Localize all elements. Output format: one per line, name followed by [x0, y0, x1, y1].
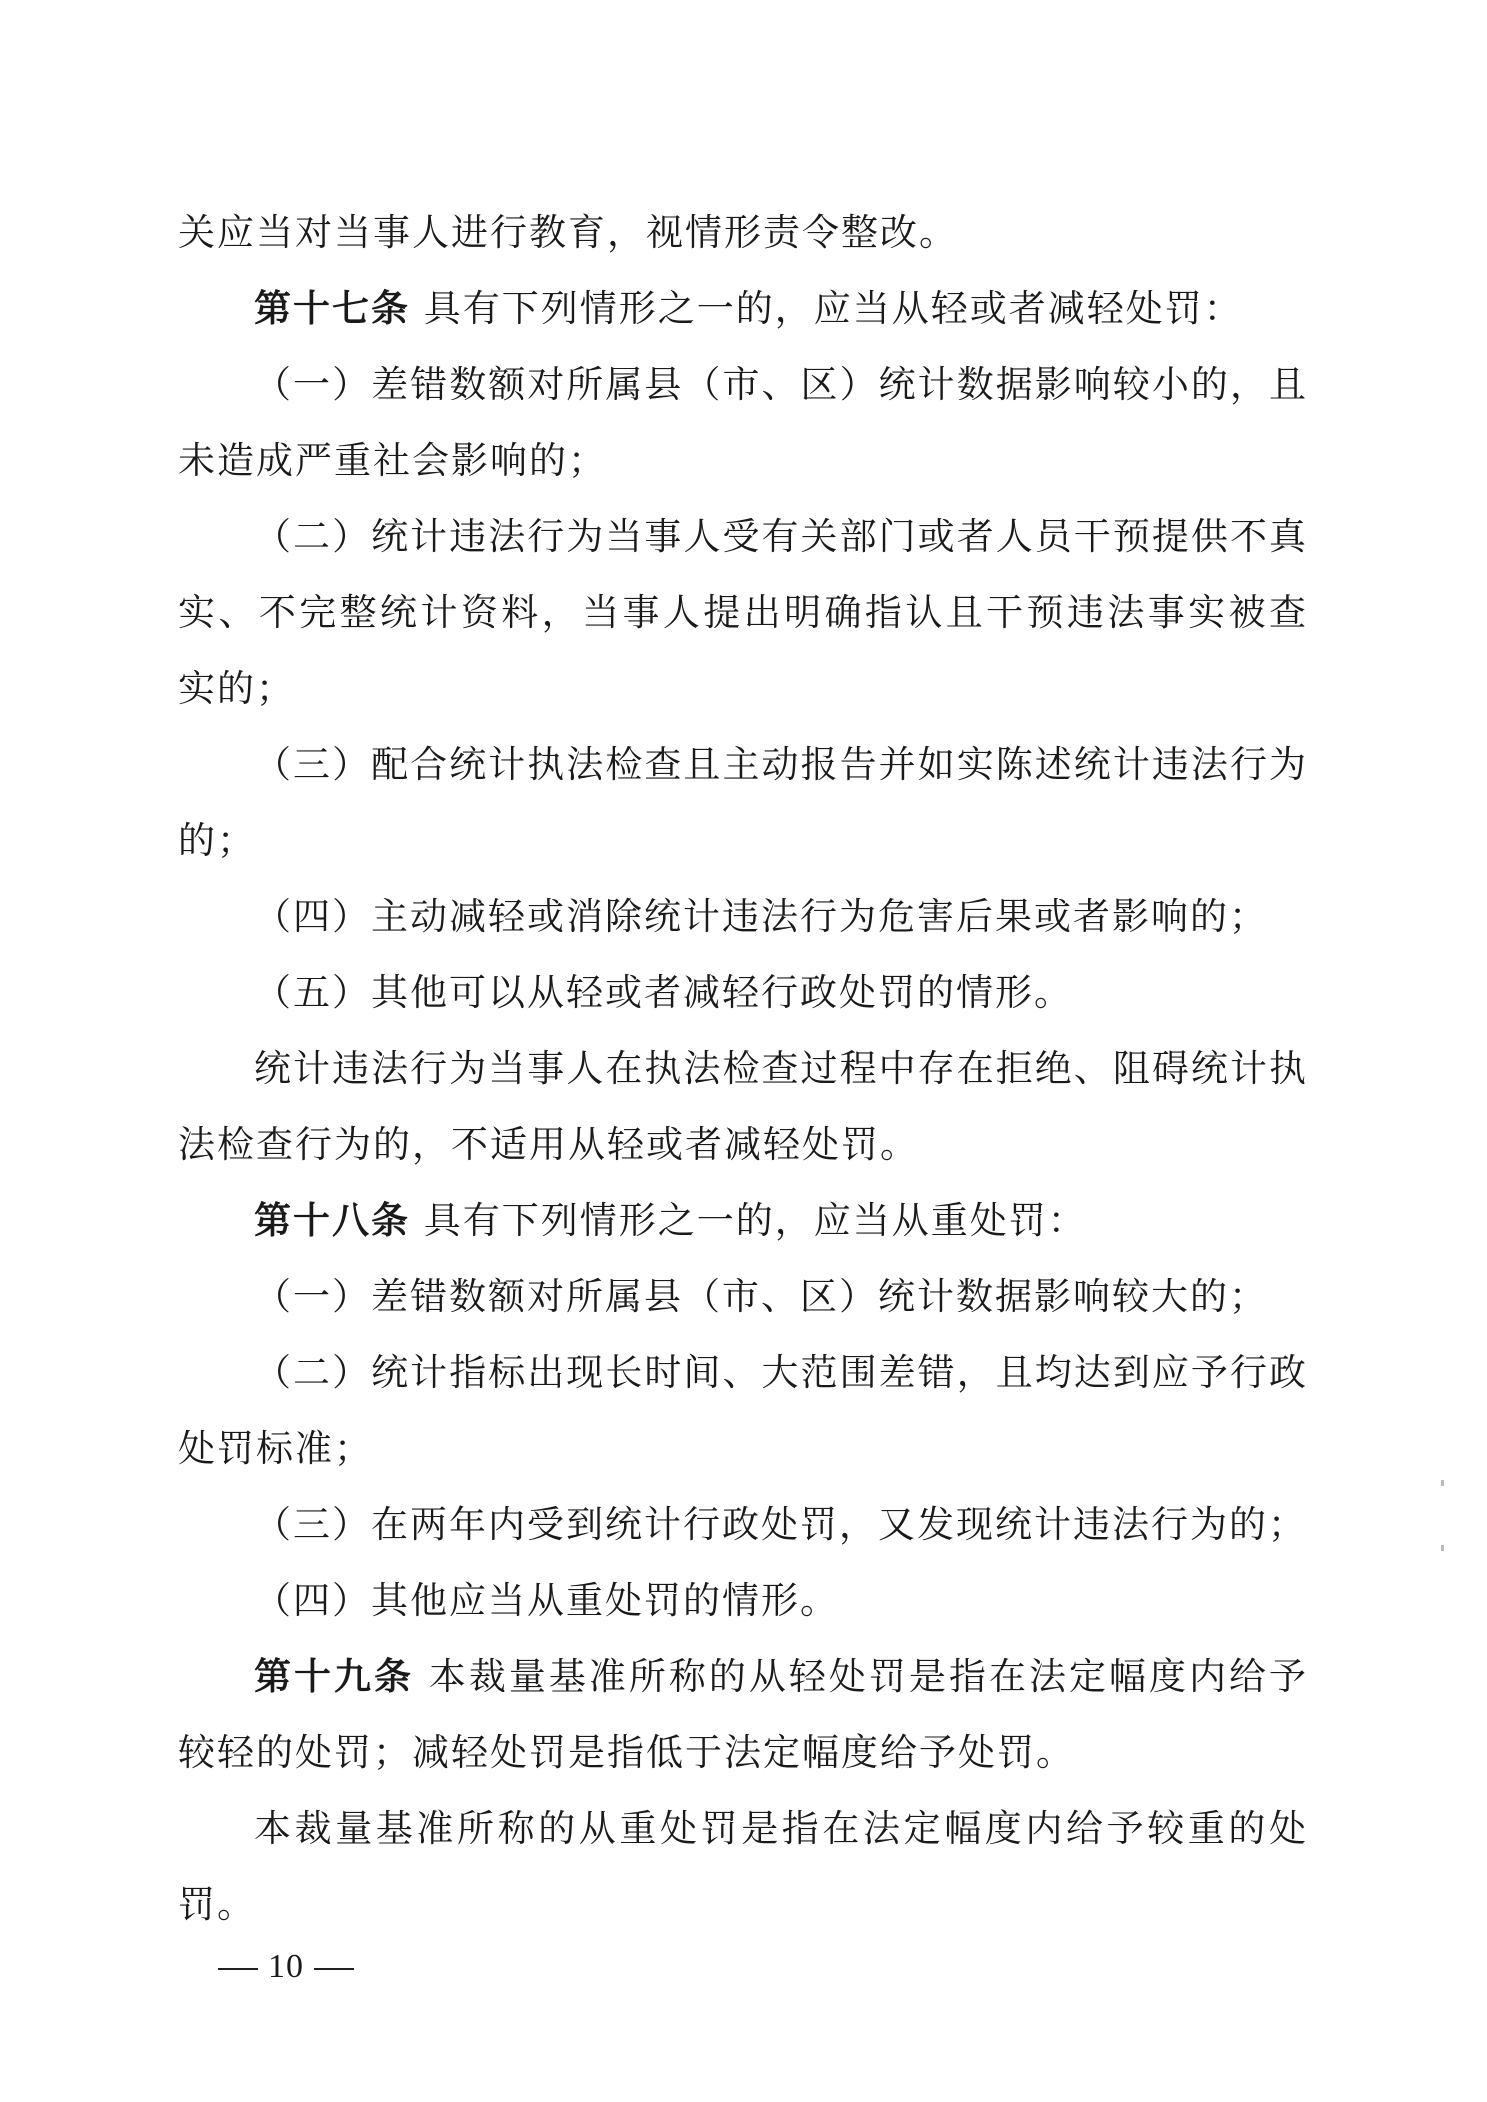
paragraph-text: （一）差错数额对所属县（市、区）统计数据影响较大的；	[254, 1275, 1268, 1318]
paragraph-text: （二）统计指标出现长时间、大范围差错，且均达到应予行政处罚标准；	[178, 1351, 1308, 1470]
document-body	[178, 195, 1308, 1943]
paragraph-text: 统计违法行为当事人在执法检查过程中存在拒绝、阻碍统计执法检查行为的，不适用从轻或者减轻处罚。	[178, 1047, 1308, 1166]
page-number-left-dash	[218, 1968, 258, 1970]
article-18-item-2	[178, 1335, 1308, 1487]
article-17-exception	[178, 1031, 1308, 1183]
paragraph-text: 具有下列情形之一的，应当从重处罚：	[423, 1199, 1087, 1242]
paragraph-text: （四）主动减轻或消除统计违法行为危害后果或者影响的；	[254, 895, 1268, 938]
page-number-right-dash	[314, 1968, 354, 1970]
article-18-item-1	[178, 1259, 1308, 1335]
article-19-paragraph	[178, 1639, 1308, 1791]
paragraph-text: 关应当对当事人进行教育，视情形责令整改。	[178, 211, 958, 254]
article-17-item-1	[178, 347, 1308, 499]
article-18-item-3	[178, 1487, 1308, 1563]
article-17-item-4	[178, 879, 1308, 955]
paragraph-text: 本裁量基准所称的从重处罚是指在法定幅度内给予较重的处罚。	[178, 1807, 1308, 1926]
article-heading: 第十九条	[254, 1655, 415, 1698]
paragraph-text: 本裁量基准所称的从轻处罚是指在法定幅度内给予较轻的处罚；减轻处罚是指低于法定幅度给予处罚。	[178, 1655, 1309, 1774]
page-number-value: 10	[268, 1948, 304, 1985]
paragraph-text: （三）配合统计执法检查且主动报告并如实陈述统计违法行为的；	[178, 743, 1308, 862]
article-19-second-paragraph	[178, 1791, 1308, 1943]
article-18-paragraph	[178, 1183, 1308, 1259]
page-number	[208, 1948, 364, 1986]
paragraph-text: （四）其他应当从重处罚的情形。	[254, 1579, 839, 1622]
scan-mark	[1441, 1545, 1444, 1551]
article-17-paragraph	[178, 271, 1308, 347]
paragraph-text: 具有下列情形之一的，应当从轻或者减轻处罚：	[423, 287, 1243, 330]
paragraph-text: （三）在两年内受到统计行政处罚，又发现统计违法行为的；	[254, 1503, 1307, 1546]
paragraph-text: （二）统计违法行为当事人受有关部门或者人员干预提供不真实、不完整统计资料，当事人提出明确指认且干预违法事实被查实的；	[178, 515, 1308, 710]
paragraph-text: （一）差错数额对所属县（市、区）统计数据影响较小的，且未造成严重社会影响的；	[178, 363, 1308, 482]
article-17-item-3	[178, 727, 1308, 879]
scan-mark	[1441, 1480, 1444, 1486]
article-18-item-4	[178, 1563, 1308, 1639]
article-heading: 第十七条	[254, 287, 410, 330]
article-17-item-5	[178, 955, 1308, 1031]
paragraph-continuation	[178, 195, 1308, 271]
paragraph-text: （五）其他可以从轻或者减轻行政处罚的情形。	[254, 971, 1073, 1014]
article-heading: 第十八条	[254, 1199, 410, 1242]
article-17-item-2	[178, 499, 1308, 727]
